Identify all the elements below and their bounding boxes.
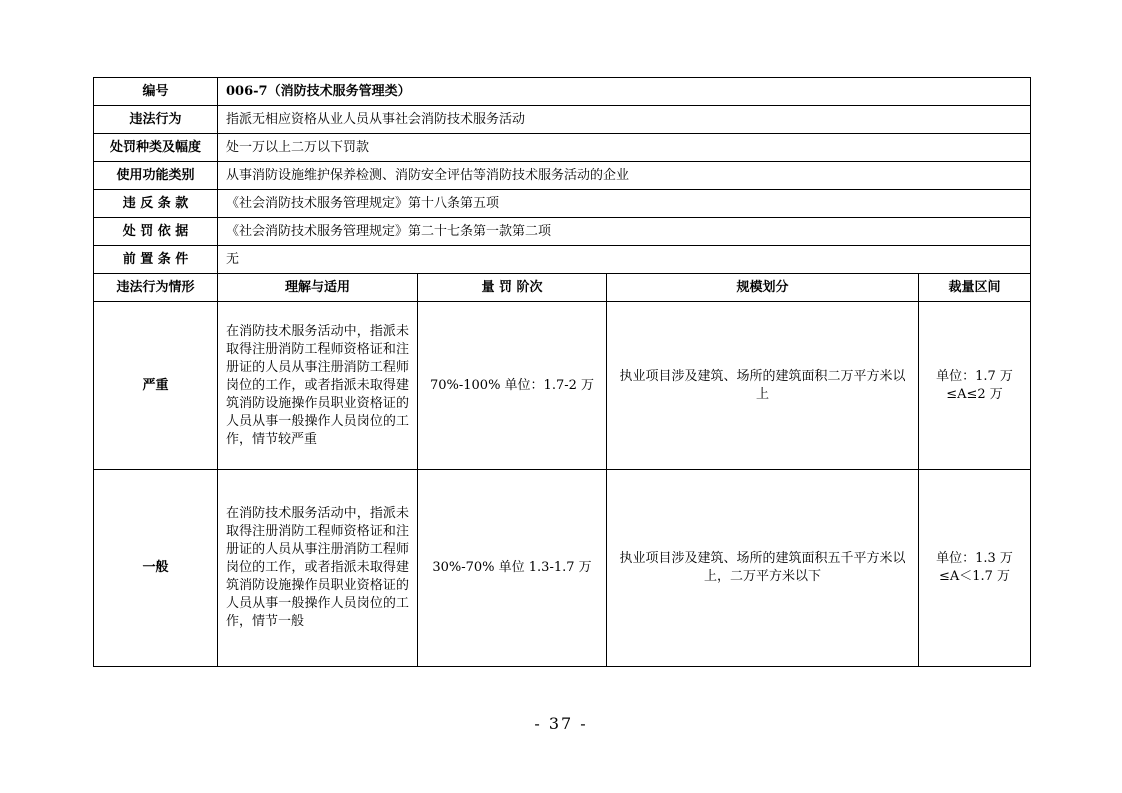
- table-row: [94, 470, 1031, 667]
- row-scale: 执业项目涉及建筑、场所的建筑面积二万平方米以上: [607, 302, 919, 470]
- info-row-penalty-type: [94, 134, 1031, 162]
- table-header-row: [94, 274, 1031, 302]
- number-label: 编号: [94, 78, 218, 106]
- row-range: 单位：1.7 万≤A≤2 万: [919, 302, 1031, 470]
- row-penalty-level: 30%-70% 单位 1.3-1.7 万: [418, 470, 607, 667]
- row-understanding: 在消防技术服务活动中，指派未取得注册消防工程师资格证和注册证的人员从事注册消防工程师岗位的工作，或者指派未取得建筑消防设施操作员职业资格证的人员从事一般操作人员岗位的工作，情节一般: [218, 470, 418, 667]
- row-scale: 执业项目涉及建筑、场所的建筑面积五千平方米以上，二万平方米以下: [607, 470, 919, 667]
- violation-value: 指派无相应资格从业人员从事社会消防技术服务活动: [218, 106, 1031, 134]
- precondition-label: 前 置 条 件: [94, 246, 218, 274]
- info-row-precondition: [94, 246, 1031, 274]
- info-row-number: [94, 78, 1031, 106]
- category-value: 从事消防设施维护保养检测、消防安全评估等消防技术服务活动的企业: [218, 162, 1031, 190]
- row-level: 一般: [94, 470, 218, 667]
- info-row-violated-clause: [94, 190, 1031, 218]
- row-understanding: 在消防技术服务活动中，指派未取得注册消防工程师资格证和注册证的人员从事注册消防工程师岗位的工作，或者指派未取得建筑消防设施操作员职业资格证的人员从事一般操作人员岗位的工作，情节较严重: [218, 302, 418, 470]
- penalty-type-label: 处罚种类及幅度: [94, 134, 218, 162]
- penalty-table: [93, 77, 1031, 667]
- info-row-violation: [94, 106, 1031, 134]
- violation-label: 违法行为: [94, 106, 218, 134]
- header-scale: 规模划分: [607, 274, 919, 302]
- info-row-penalty-basis: [94, 218, 1031, 246]
- violated-clause-value: 《社会消防技术服务管理规定》第十八条第五项: [218, 190, 1031, 218]
- page-number: - 37 -: [534, 714, 588, 733]
- header-situation: 违法行为情形: [94, 274, 218, 302]
- info-row-category: [94, 162, 1031, 190]
- category-label: 使用功能类别: [94, 162, 218, 190]
- row-level: 严重: [94, 302, 218, 470]
- precondition-value: 无: [218, 246, 1031, 274]
- header-understanding: 理解与适用: [218, 274, 418, 302]
- penalty-basis-value: 《社会消防技术服务管理规定》第二十七条第一款第二项: [218, 218, 1031, 246]
- row-penalty-level: 70%-100% 单位：1.7-2 万: [418, 302, 607, 470]
- table-row: [94, 302, 1031, 470]
- header-penalty-level: 量 罚 阶次: [418, 274, 607, 302]
- penalty-type-value: 处一万以上二万以下罚款: [218, 134, 1031, 162]
- violated-clause-label: 违 反 条 款: [94, 190, 218, 218]
- number-value: 006-7（消防技术服务管理类）: [218, 78, 1031, 106]
- penalty-basis-label: 处 罚 依 据: [94, 218, 218, 246]
- header-range: 裁量区间: [919, 274, 1031, 302]
- row-range: 单位：1.3 万≤A＜1.7 万: [919, 470, 1031, 667]
